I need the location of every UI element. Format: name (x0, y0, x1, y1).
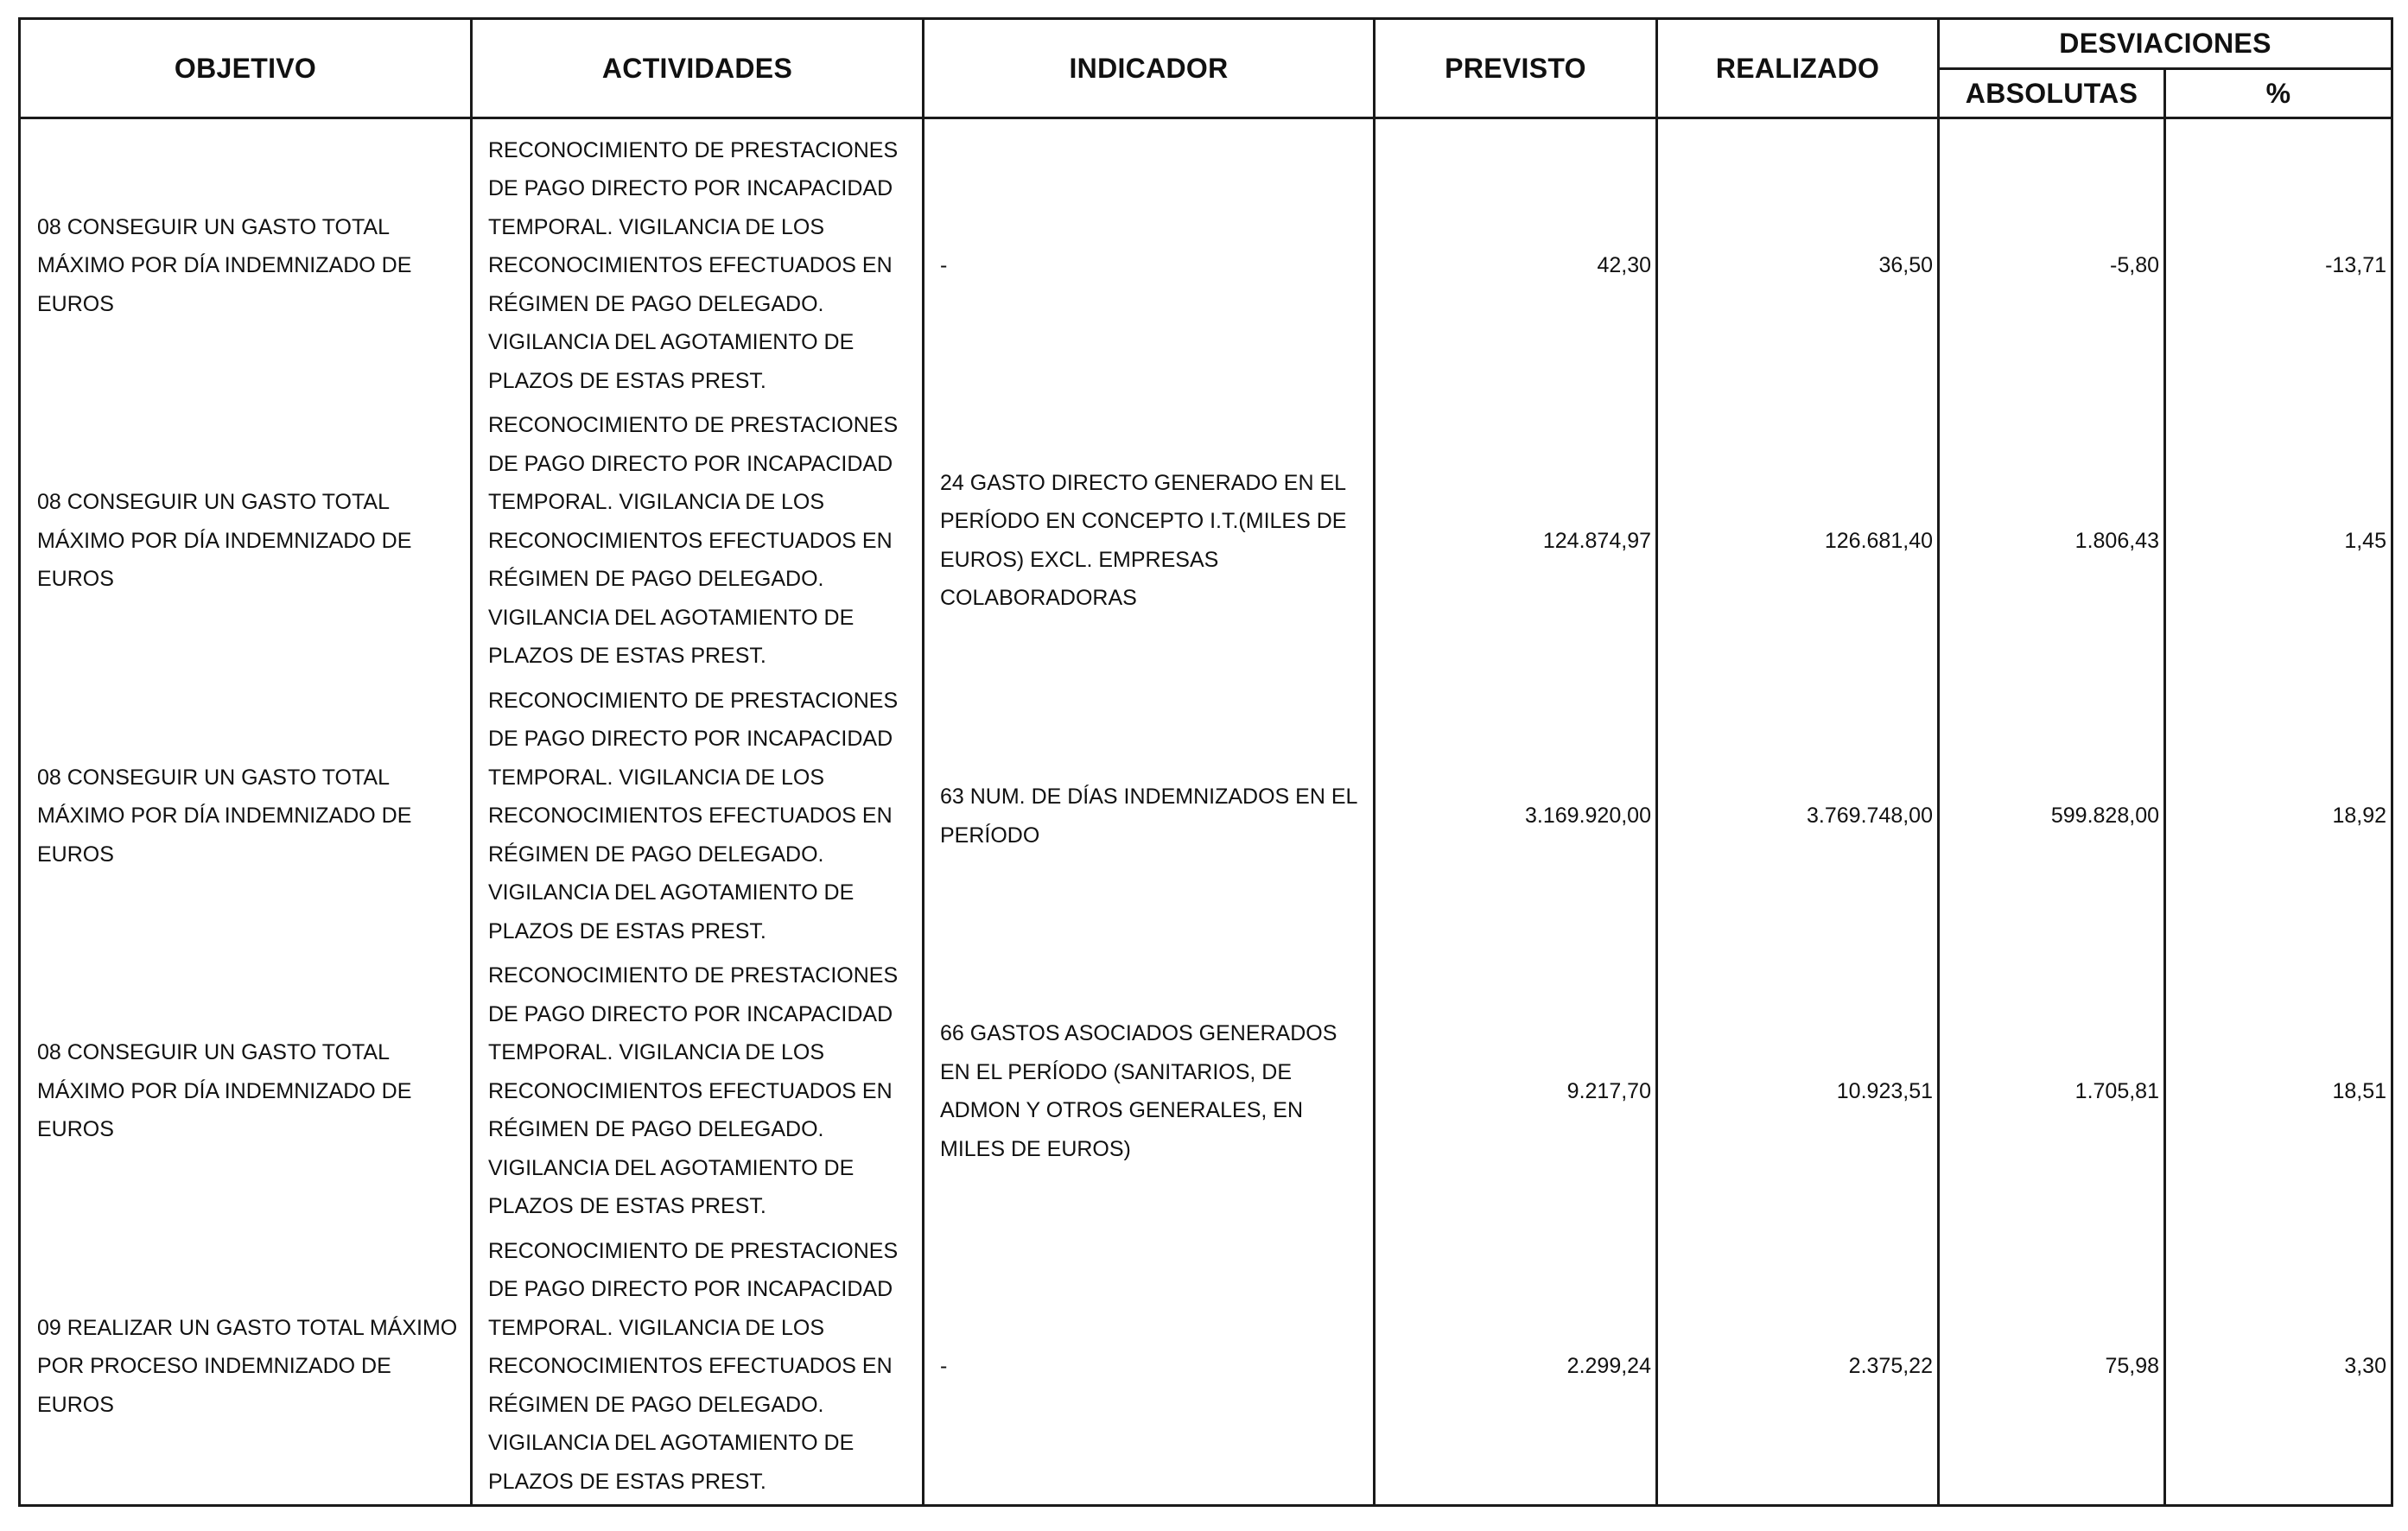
table-body (20, 118, 2392, 1506)
table-row (20, 678, 2392, 954)
objetivo-cell: 08 CONSEGUIR UN GASTO TOTAL MÁXIMO POR DÍA INDEMNIZADO DE EUROS (20, 954, 472, 1229)
indicador-cell: - (924, 1229, 1375, 1505)
previsto-cell: 9.217,70 (1375, 954, 1657, 1229)
indicador-cell: 24 GASTO DIRECTO GENERADO EN EL PERÍODO EN CONCEPTO I.T.(MILES DE EUROS) EXCL. EMPRESAS COLABORADORAS (924, 403, 1375, 679)
realizado-cell: 10.923,51 (1657, 954, 1939, 1229)
actividades-cell: RECONOCIMIENTO DE PRESTACIONES DE PAGO DIRECTO POR INCAPACIDAD TEMPORAL. VIGILANCIA DE LOS RECONOCIMIENTOS EFECTUADOS EN RÉGIMEN DE PAGO DELEGADO. VIGILANCIA DEL AGOTAMIENTO DE PLAZOS DE ESTAS PREST. (472, 403, 924, 679)
header-absolutas: ABSOLUTAS (1939, 69, 2165, 118)
objetivo-cell: 08 CONSEGUIR UN GASTO TOTAL MÁXIMO POR DÍA INDEMNIZADO DE EUROS (20, 403, 472, 679)
absolutas-cell: 1.806,43 (1939, 403, 2165, 679)
header-porcentaje: % (2165, 69, 2392, 118)
indicador-cell: - (924, 118, 1375, 403)
realizado-cell: 3.769.748,00 (1657, 678, 1939, 954)
indicador-cell: 66 GASTOS ASOCIADOS GENERADOS EN EL PERÍODO (SANITARIOS, DE ADMON Y OTROS GENERALES, EN MILES DE EUROS) (924, 954, 1375, 1229)
absolutas-cell: 1.705,81 (1939, 954, 2165, 1229)
porcentaje-cell: 18,92 (2165, 678, 2392, 954)
previsto-cell: 2.299,24 (1375, 1229, 1657, 1505)
actividades-cell: RECONOCIMIENTO DE PRESTACIONES DE PAGO DIRECTO POR INCAPACIDAD TEMPORAL. VIGILANCIA DE LOS RECONOCIMIENTOS EFECTUADOS EN RÉGIMEN DE PAGO DELEGADO. VIGILANCIA DEL AGOTAMIENTO DE PLAZOS DE ESTAS PREST. (472, 118, 924, 403)
previsto-cell: 3.169.920,00 (1375, 678, 1657, 954)
actividades-cell: RECONOCIMIENTO DE PRESTACIONES DE PAGO DIRECTO POR INCAPACIDAD TEMPORAL. VIGILANCIA DE LOS RECONOCIMIENTOS EFECTUADOS EN RÉGIMEN DE PAGO DELEGADO. VIGILANCIA DEL AGOTAMIENTO DE PLAZOS DE ESTAS PREST. (472, 954, 924, 1229)
previsto-cell: 124.874,97 (1375, 403, 1657, 679)
absolutas-cell: -5,80 (1939, 118, 2165, 403)
porcentaje-cell: 1,45 (2165, 403, 2392, 679)
table-row (20, 954, 2392, 1229)
table-row (20, 1229, 2392, 1505)
header-objetivo: OBJETIVO (20, 19, 472, 118)
table-header (20, 19, 2392, 118)
objetivo-cell: 08 CONSEGUIR UN GASTO TOTAL MÁXIMO POR DÍA INDEMNIZADO DE EUROS (20, 678, 472, 954)
porcentaje-cell: 3,30 (2165, 1229, 2392, 1505)
indicador-cell: 63 NUM. DE DÍAS INDEMNIZADOS EN EL PERÍODO (924, 678, 1375, 954)
header-desviaciones: DESVIACIONES (1939, 19, 2392, 69)
porcentaje-cell: -13,71 (2165, 118, 2392, 403)
actividades-cell: RECONOCIMIENTO DE PRESTACIONES DE PAGO DIRECTO POR INCAPACIDAD TEMPORAL. VIGILANCIA DE LOS RECONOCIMIENTOS EFECTUADOS EN RÉGIMEN DE PAGO DELEGADO. VIGILANCIA DEL AGOTAMIENTO DE PLAZOS DE ESTAS PREST. (472, 1229, 924, 1505)
table-row (20, 118, 2392, 403)
header-actividades: ACTIVIDADES (472, 19, 924, 118)
objectives-table (18, 17, 2393, 1507)
realizado-cell: 36,50 (1657, 118, 1939, 403)
header-indicador: INDICADOR (924, 19, 1375, 118)
previsto-cell: 42,30 (1375, 118, 1657, 403)
objetivo-cell: 08 CONSEGUIR UN GASTO TOTAL MÁXIMO POR DÍA INDEMNIZADO DE EUROS (20, 118, 472, 403)
actividades-cell: RECONOCIMIENTO DE PRESTACIONES DE PAGO DIRECTO POR INCAPACIDAD TEMPORAL. VIGILANCIA DE LOS RECONOCIMIENTOS EFECTUADOS EN RÉGIMEN DE PAGO DELEGADO. VIGILANCIA DEL AGOTAMIENTO DE PLAZOS DE ESTAS PREST. (472, 678, 924, 954)
absolutas-cell: 599.828,00 (1939, 678, 2165, 954)
realizado-cell: 126.681,40 (1657, 403, 1939, 679)
porcentaje-cell: 18,51 (2165, 954, 2392, 1229)
absolutas-cell: 75,98 (1939, 1229, 2165, 1505)
table-row (20, 403, 2392, 679)
header-previsto: PREVISTO (1375, 19, 1657, 118)
realizado-cell: 2.375,22 (1657, 1229, 1939, 1505)
header-row (20, 19, 2392, 69)
objetivo-cell: 09 REALIZAR UN GASTO TOTAL MÁXIMO POR PROCESO INDEMNIZADO DE EUROS (20, 1229, 472, 1505)
header-realizado: REALIZADO (1657, 19, 1939, 118)
